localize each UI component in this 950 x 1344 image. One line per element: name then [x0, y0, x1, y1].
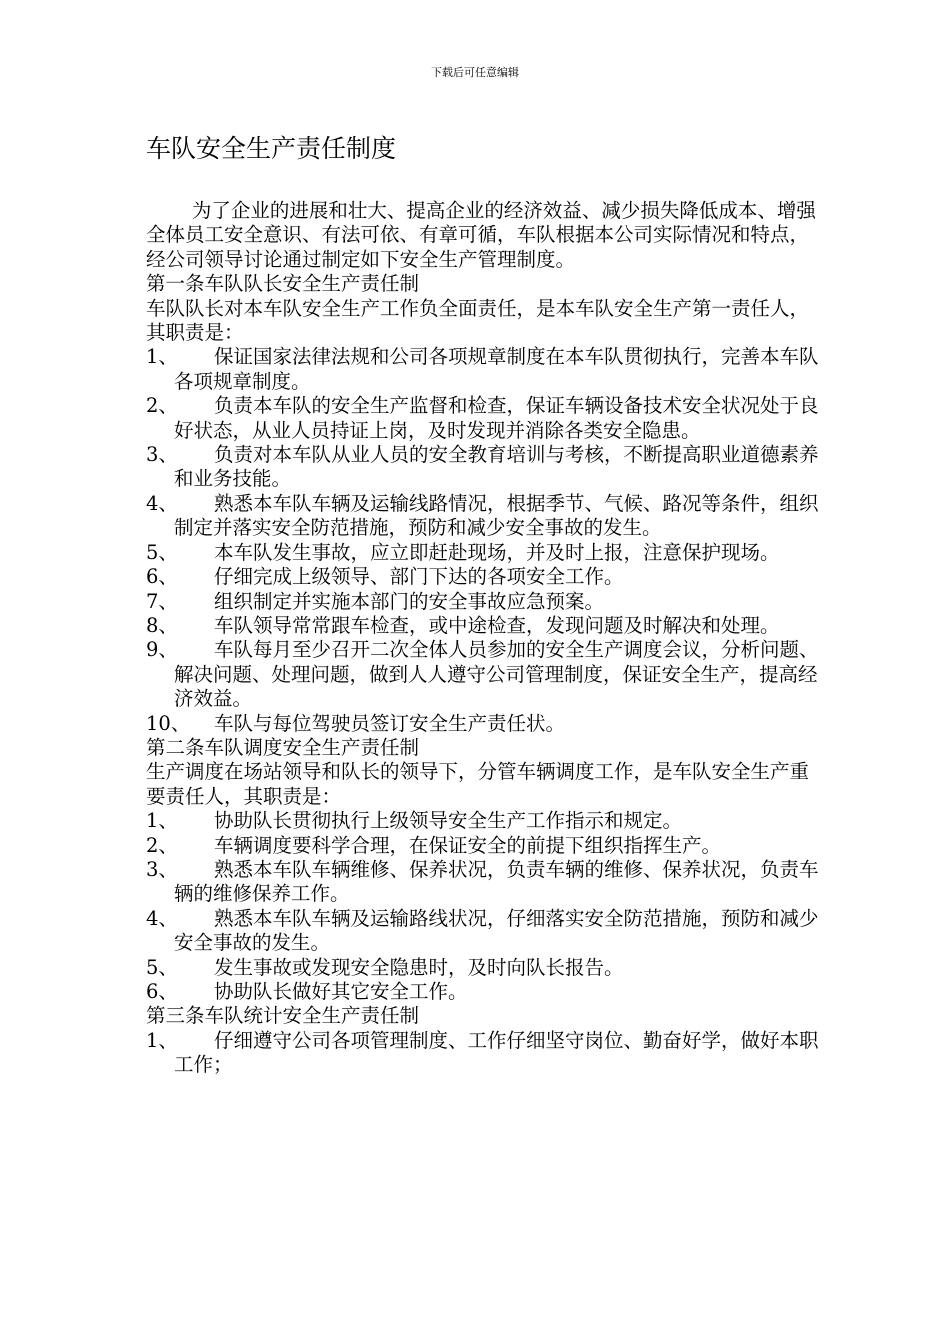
item-text: 仔细遵守公司各项管理制度、工作仔细坚守岗位、勤奋好学，做好本职工作； [174, 1028, 819, 1077]
list-item [146, 394, 822, 443]
document-body [146, 199, 822, 1078]
intro-paragraph: 为了企业的进展和壮大、提高企业的经济效益、减少损失降低成本、增强全体员工安全意识、有法可依、有章可循，车队根据本公司实际情况和特点，经公司领导讨论通过制定如下安全生产管理制度。 [146, 199, 816, 271]
list-item [146, 980, 822, 1004]
item-number: 2、 [146, 833, 178, 857]
item-text: 车辆调度要科学合理，在保证安全的前提下组织指挥生产。 [214, 833, 722, 857]
page-header: 下载后可任意编辑 [431, 66, 519, 79]
item-text: 发生事故或发现安全隐患时，及时向队长报告。 [214, 955, 624, 979]
item-text: 负责本车队的安全生产监督和检查，保证车辆设备技术安全状况处于良好状态，从业人员持证上岗，及时发现并消除各类安全隐患。 [174, 394, 819, 442]
item-text: 车队每月至少召开二次全体人员参加的安全生产调度会议，分析问题、解决问题、处理问题，做到人人遵守公司管理制度，保证安全生产，提高经济效益。 [174, 638, 819, 711]
section-heading: 第三条车队统计安全生产责任制 [146, 1004, 420, 1028]
item-number: 5、 [146, 955, 178, 979]
item-text: 保证国家法律法规和公司各项规章制度在本车队贯彻执行，完善本车队各项规章制度。 [174, 345, 819, 393]
list-item [146, 858, 822, 907]
section-lead: 车队队长对本车队安全生产工作负全面责任，是本车队安全生产第一责任人，其职责是： [146, 296, 810, 345]
list-item [146, 565, 822, 589]
item-text: 车队与每位驾驶员签订安全生产责任状。 [214, 711, 566, 735]
list-item [146, 541, 822, 565]
item-number: 9、 [146, 638, 178, 662]
item-text: 车队领导常常跟车检查，或中途检查，发现问题及时解决和处理。 [214, 613, 780, 637]
item-text: 熟悉本车队车辆维修、保养状况，负责车辆的维修、保养状况，负责车辆的维修保养工作。 [174, 857, 819, 906]
section-lead: 生产调度在场站领导和队长的领导下，分管车辆调度工作，是车队安全生产重要责任人，其职责是： [146, 760, 810, 808]
item-number: 6、 [146, 565, 178, 589]
item-number: 1、 [146, 345, 178, 369]
item-text: 组织制定并实施本部门的安全事故应急预案。 [214, 589, 605, 613]
list-item [146, 956, 822, 980]
item-text: 仔细完成上级领导、部门下达的各项安全工作。 [214, 565, 624, 589]
item-number: 1、 [146, 809, 178, 833]
item-text: 协助队长做好其它安全工作。 [214, 980, 468, 1003]
item-number: 7、 [146, 589, 178, 613]
item-number: 4、 [146, 906, 178, 930]
item-text: 本车队发生事故，应立即赶赴现场，并及时上报，注意保护现场。 [214, 540, 780, 564]
section-heading: 第二条车队调度安全生产责任制 [146, 735, 420, 759]
list-item [146, 1029, 822, 1078]
document-title: 车队安全生产责任制度 [146, 134, 397, 163]
item-number: 3、 [146, 857, 178, 881]
list-item [146, 614, 822, 638]
list-item [146, 809, 822, 833]
item-number: 8、 [146, 613, 178, 637]
list-item [146, 492, 822, 541]
list-item [146, 907, 822, 956]
item-text: 协助队长贯彻执行上级领导安全生产工作指示和规定。 [214, 809, 683, 833]
item-number: 4、 [146, 491, 178, 515]
item-number: 2、 [146, 394, 178, 418]
list-item [146, 638, 822, 711]
item-text: 负责对本车队从业人员的安全教育培训与考核，不断提高职业道德素养和业务技能。 [174, 443, 819, 491]
list-item [146, 712, 822, 736]
item-number: 10、 [146, 711, 191, 735]
item-text: 熟悉本车队车辆及运输线路情况，根据季节、气候、路况等条件，组织制定并落实安全防范措施，预防和减少安全事故的发生。 [174, 491, 819, 540]
list-item [146, 590, 822, 614]
list-item [146, 834, 822, 858]
item-number: 5、 [146, 540, 178, 564]
section-heading: 第一条车队队长安全生产责任制 [146, 272, 420, 296]
item-number: 1、 [146, 1028, 178, 1052]
list-item [146, 345, 822, 394]
item-number: 6、 [146, 980, 178, 1003]
list-item [146, 443, 822, 492]
item-number: 3、 [146, 443, 178, 467]
item-text: 熟悉本车队车辆及运输路线状况，仔细落实安全防范措施，预防和减少安全事故的发生。 [174, 906, 819, 955]
